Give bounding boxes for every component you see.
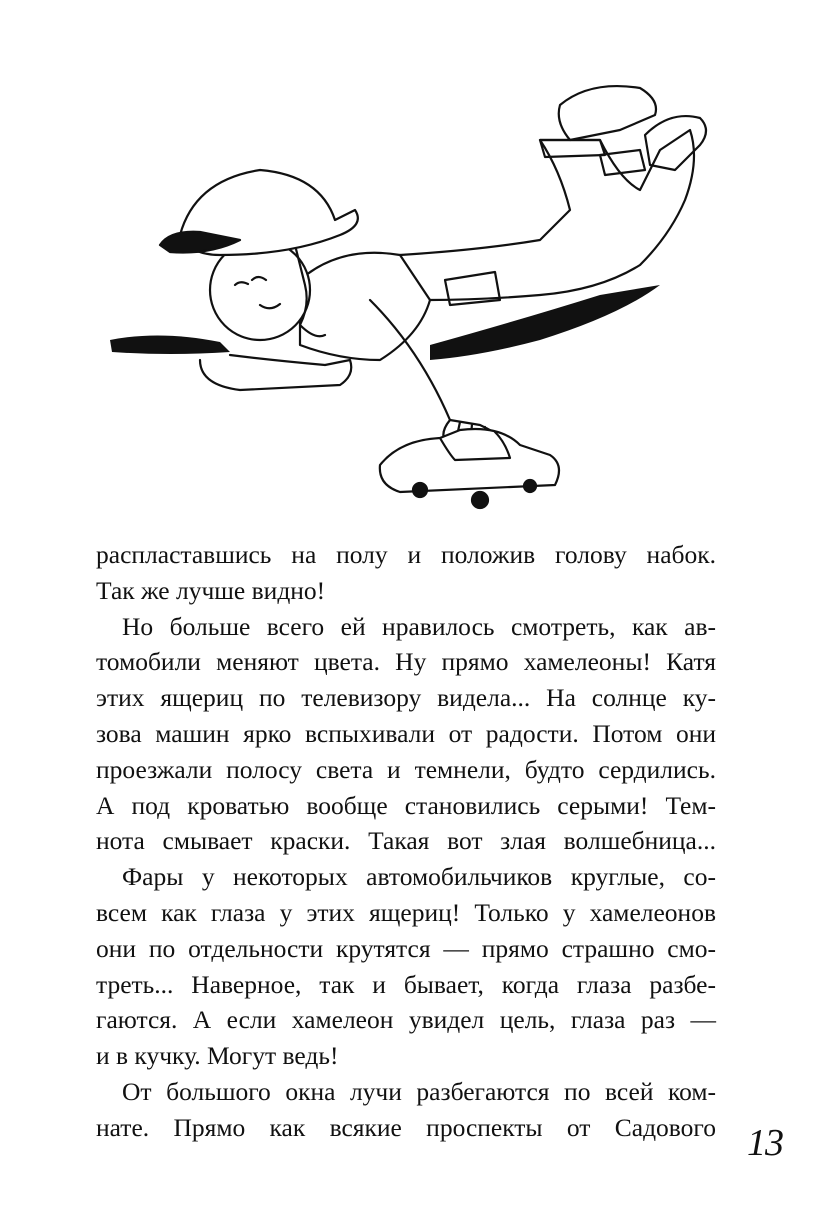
- left-foot: [559, 86, 656, 140]
- paragraph: [96, 859, 716, 1074]
- text-line: нате. Прямо как всякие проспекты от Садового: [96, 1112, 716, 1142]
- text-line: Но больше всего ей нравилось смотреть, как ав-: [122, 611, 716, 641]
- text-line: А под кроватью вообще становились серыми! Тем-: [96, 790, 716, 820]
- floor-shadow-right: [430, 285, 660, 360]
- girl-lying-with-toy-car-illustration: [100, 60, 730, 530]
- text-line: всем как глаза у этих ящериц! Только у хамелеонов: [96, 897, 716, 927]
- text-line: гаются. А если хамелеон увидел цель, глаза раз —: [96, 1005, 716, 1035]
- text-line: Фары у некоторых автомобильчиков круглые, со-: [122, 862, 716, 892]
- text-line: этих ящериц по телевизору видела... На солнце ку-: [96, 683, 716, 713]
- toy-car: [380, 429, 559, 508]
- page-number: 13: [747, 1122, 783, 1164]
- torso: [300, 253, 430, 360]
- paragraph: [96, 1074, 716, 1146]
- text-line: нота смывает краски. Такая вот злая волшебница...: [96, 826, 716, 856]
- legs: [400, 130, 694, 300]
- text-line: и в кучку. Могут ведь!: [96, 1041, 339, 1071]
- paragraph: [96, 537, 716, 609]
- text-line: распластавшись на полу и положив голову набок.: [96, 540, 716, 569]
- text-line: Так же лучше видно!: [96, 575, 326, 605]
- text-line: они по отдельности крутятся — прямо страшно смо-: [96, 933, 716, 963]
- body-text: [96, 537, 716, 1146]
- text-line: треть... Наверное, так и бывает, когда глаза разбе-: [96, 969, 716, 999]
- text-line: проезжали полосу света и темнели, будто сердились.: [96, 754, 716, 784]
- text-line: От большого окна лучи разбегаются по всей ком-: [122, 1076, 716, 1106]
- text-line: зова машин ярко вспыхивали от радости. Потом они: [96, 718, 716, 748]
- paragraph: [96, 609, 716, 860]
- resting-arm: [200, 355, 351, 390]
- floor-shadow: [110, 335, 230, 354]
- reaching-arm: [370, 300, 505, 450]
- text-line: томобили меняют цвета. Ну прямо хамелеоны! Катя: [96, 647, 716, 677]
- trouser-cuff-right: [600, 150, 645, 175]
